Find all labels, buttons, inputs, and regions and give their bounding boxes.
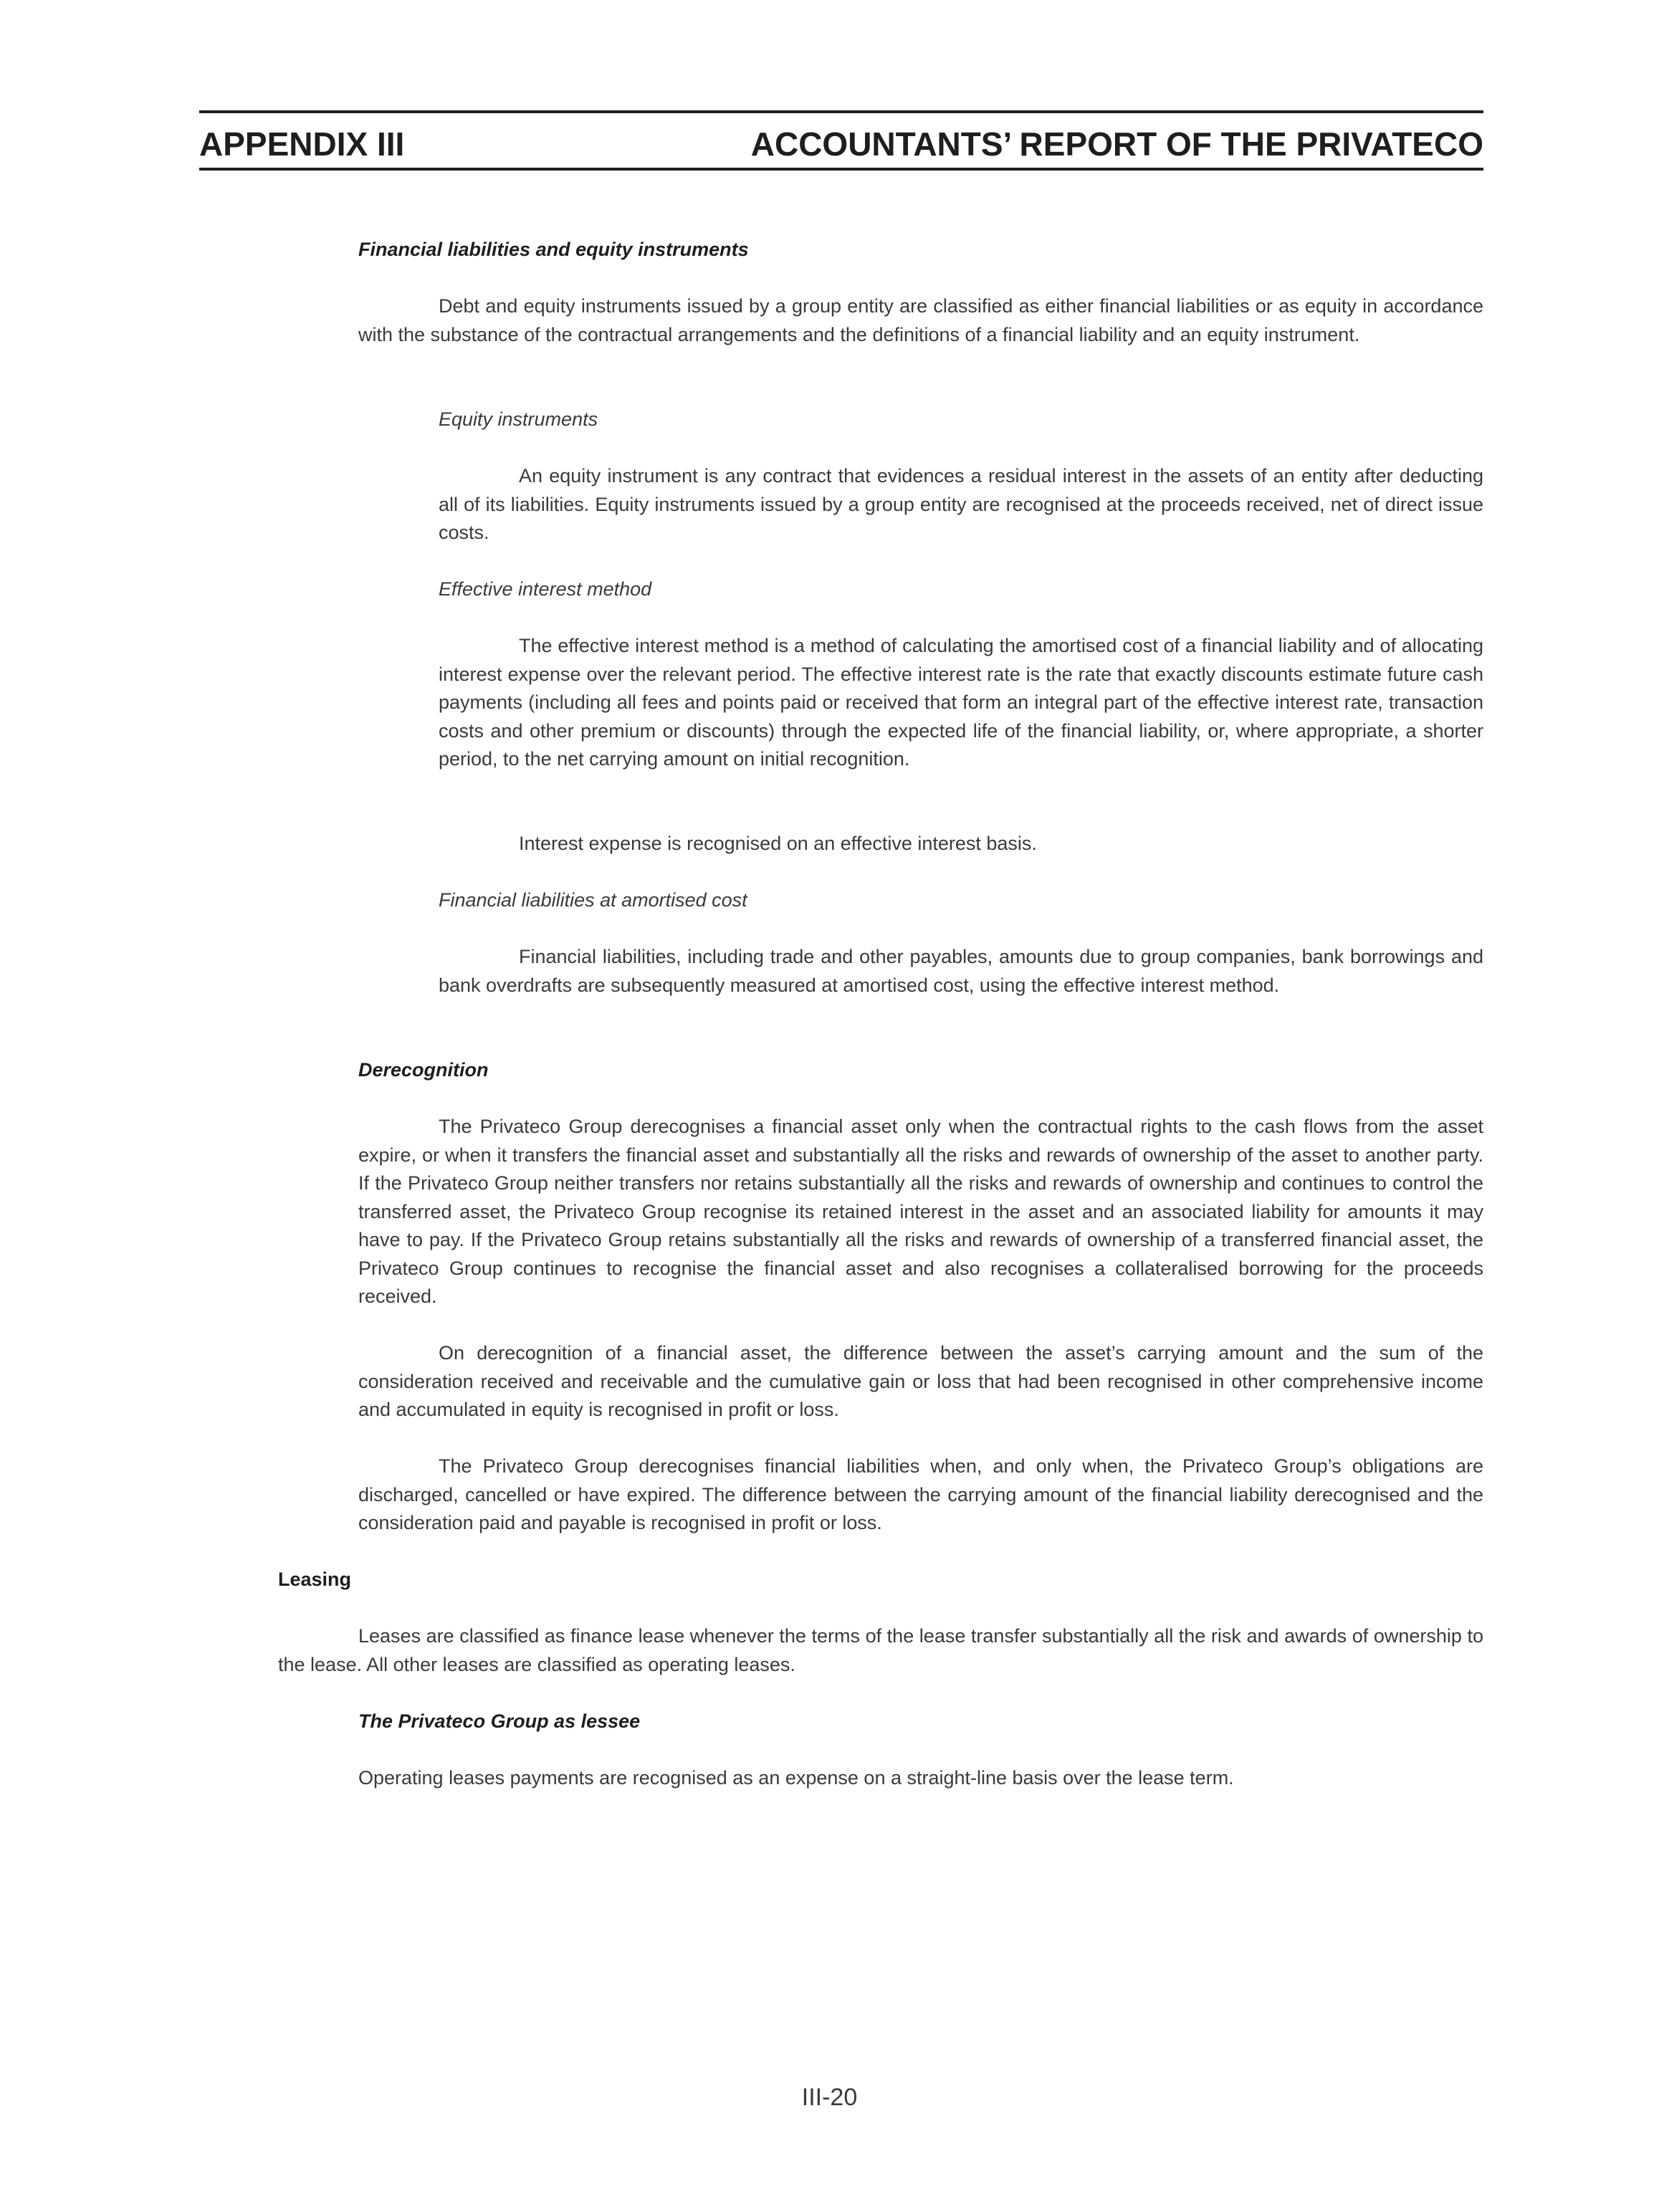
paragraph-effective-interest-2: Interest expense is recognised on an effective interest basis. <box>519 833 1037 854</box>
page-number: III-20 <box>801 2084 858 2111</box>
page-header <box>199 110 1483 171</box>
paragraph-financial-liabilities: Debt and equity instruments issued by a group entity are classified as either financial liabilities or as equity in accordance with the substance of the contractual arrangements and the definitions of a financial liability and an equity instrument. <box>358 295 1483 345</box>
paragraph-derecognition-1: The Privateco Group derecognises a financial asset only when the contractual rights to the cash flows from the asset expire, or when it transfers the financial asset and substantially all the risks and rewards of ownership of the asset to another party. If the Privateco Group neither transfers nor retains substantially all the risks and rewards of ownership and continues to control the transferred asset, the Privateco Group recognise its retained interest in the asset and an associated liability for amounts it may have to pay. If the Privateco Group retains substantially all the risks and rewards of ownership of a transferred financial asset, the Privateco Group continues to recognise the financial asset and also recognises a collateralised borrowing for the proceeds received. <box>358 1116 1483 1307</box>
heading-financial-liabilities: Financial liabilities and equity instruments <box>358 239 749 260</box>
heading-leasing: Leasing <box>278 1569 352 1590</box>
appendix-label: APPENDIX III <box>199 125 405 163</box>
report-title: ACCOUNTANTS’ REPORT OF THE PRIVATECO <box>750 125 1483 163</box>
paragraph-equity-instruments: An equity instrument is any contract that evidences a residual interest in the assets of an entity after deducting all of its liabilities. Equity instruments issued by a group entity are recognised at the proceeds received, net of direct issue costs. <box>439 465 1483 543</box>
heading-effective-interest-method: Effective interest method <box>439 578 652 600</box>
heading-derecognition: Derecognition <box>358 1059 489 1081</box>
paragraph-leasing: Leases are classified as finance lease whenever the terms of the lease transfer substantially all the risk and awards of ownership to the lease. All other leases are classified as operating leases. <box>278 1625 1483 1675</box>
heading-amortised-cost: Financial liabilities at amortised cost <box>439 889 747 911</box>
paragraph-derecognition-2: On derecognition of a financial asset, the difference between the asset’s carrying amount and the sum of the consideration received and receivable and the cumulative gain or loss that had been recognised in other comprehensive income and accumulated in equity is recognised in profit or loss. <box>358 1342 1483 1420</box>
paragraph-lessee: Operating leases payments are recognised as an expense on a straight-line basis over the lease term. <box>358 1767 1234 1789</box>
heading-lessee: The Privateco Group as lessee <box>358 1710 641 1732</box>
paragraph-derecognition-3: The Privateco Group derecognises financial liabilities when, and only when, the Privateco Group’s obligations are discharged, cancelled or have expired. The difference between the carrying amount of the financial liability derecognised and the consideration paid and payable is recognised in profit or loss. <box>358 1455 1483 1533</box>
heading-equity-instruments: Equity instruments <box>439 408 598 430</box>
paragraph-effective-interest-1: The effective interest method is a method of calculating the amortised cost of a financial liability and of allocating interest expense over the relevant period. The effective interest rate is the rate that exactly discounts estimate future cash payments (including all fees and points paid or received that form an integral part of the effective interest rate, transaction costs and other premium or discounts) through the expected life of the financial liability, or, where appropriate, a shorter period, to the net carrying amount on initial recognition. <box>439 635 1483 770</box>
paragraph-amortised-cost: Financial liabilities, including trade and other payables, amounts due to group companies, bank borrowings and bank overdrafts are subsequently measured at amortised cost, using the effective interest method. <box>439 946 1483 996</box>
